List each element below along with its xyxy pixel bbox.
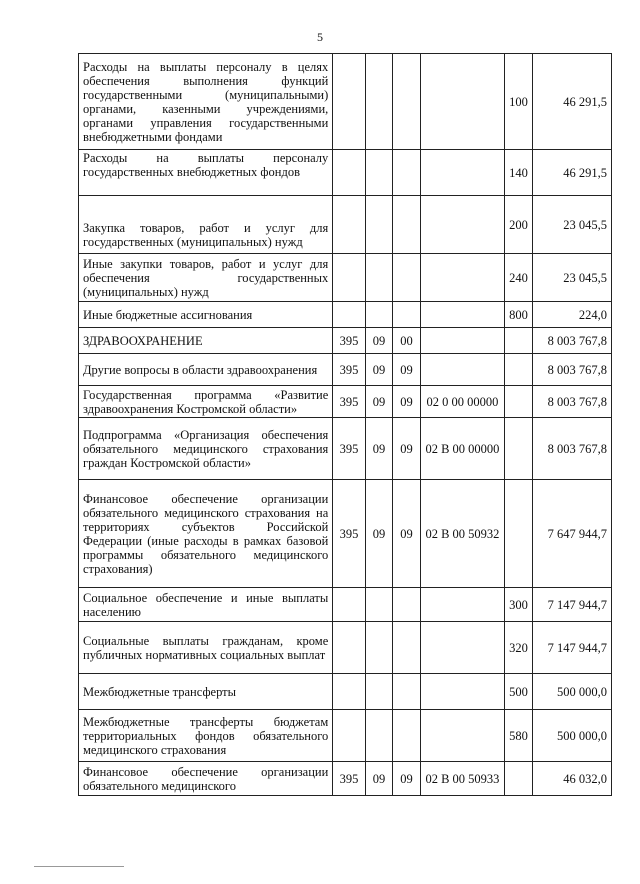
row-pr bbox=[393, 150, 420, 196]
row-vr: 100 bbox=[505, 54, 532, 150]
row-pr bbox=[393, 588, 420, 622]
row-sum: 46 032,0 bbox=[532, 762, 611, 796]
row-ved bbox=[333, 196, 366, 254]
table-row bbox=[79, 762, 612, 796]
row-rz bbox=[365, 254, 392, 302]
row-csr bbox=[420, 674, 504, 710]
row-csr bbox=[420, 328, 504, 354]
row-vr bbox=[505, 328, 532, 354]
budget-table bbox=[78, 53, 612, 796]
row-ved: 395 bbox=[333, 386, 366, 418]
row-sum: 46 291,5 bbox=[532, 150, 611, 196]
row-rz bbox=[365, 150, 392, 196]
row-ved bbox=[333, 588, 366, 622]
row-vr bbox=[505, 354, 532, 386]
row-csr bbox=[420, 254, 504, 302]
row-rz: 09 bbox=[365, 418, 392, 480]
row-vr: 140 bbox=[505, 150, 532, 196]
row-vr: 240 bbox=[505, 254, 532, 302]
footer-divider bbox=[34, 866, 124, 867]
row-csr bbox=[420, 622, 504, 674]
row-sum: 7 147 944,7 bbox=[532, 588, 611, 622]
row-pr: 00 bbox=[393, 328, 420, 354]
row-rz: 09 bbox=[365, 480, 392, 588]
row-rz bbox=[365, 674, 392, 710]
row-ved: 395 bbox=[333, 418, 366, 480]
row-pr bbox=[393, 302, 420, 328]
row-ved bbox=[333, 622, 366, 674]
row-name: Финансовое обеспечение организации обязательного медицинского страхования на территориях субъектов Российской Федерации (иные расходы в рамках базовой программы обязательного медицинского страхования) bbox=[79, 480, 333, 588]
table-row bbox=[79, 328, 612, 354]
row-name: Другие вопросы в области здравоохранения bbox=[79, 354, 333, 386]
row-vr: 200 bbox=[505, 196, 532, 254]
page-number: 5 bbox=[317, 30, 323, 44]
row-sum: 8 003 767,8 bbox=[532, 354, 611, 386]
row-vr: 320 bbox=[505, 622, 532, 674]
row-ved bbox=[333, 254, 366, 302]
row-pr: 09 bbox=[393, 386, 420, 418]
row-ved bbox=[333, 54, 366, 150]
row-rz bbox=[365, 302, 392, 328]
row-name: Расходы на выплаты персоналу в целях обеспечения выполнения функций государственными (муниципальными) органами, казенными учреждениями, органами управления государственными внебюджетными фондами bbox=[79, 54, 333, 150]
row-sum: 46 291,5 bbox=[532, 54, 611, 150]
row-pr bbox=[393, 674, 420, 710]
row-pr: 09 bbox=[393, 762, 420, 796]
row-csr bbox=[420, 54, 504, 150]
row-vr: 580 bbox=[505, 710, 532, 762]
table-row bbox=[79, 710, 612, 762]
row-vr: 300 bbox=[505, 588, 532, 622]
row-vr bbox=[505, 762, 532, 796]
row-csr bbox=[420, 302, 504, 328]
row-pr bbox=[393, 196, 420, 254]
row-vr bbox=[505, 386, 532, 418]
table-row bbox=[79, 674, 612, 710]
row-ved: 395 bbox=[333, 480, 366, 588]
row-sum: 23 045,5 bbox=[532, 254, 611, 302]
row-vr: 800 bbox=[505, 302, 532, 328]
table-row bbox=[79, 54, 612, 150]
row-csr: 02 В 00 50933 bbox=[420, 762, 504, 796]
row-pr bbox=[393, 710, 420, 762]
row-name: Социальное обеспечение и иные выплаты населению bbox=[79, 588, 333, 622]
row-rz: 09 bbox=[365, 762, 392, 796]
row-rz bbox=[365, 710, 392, 762]
table-row bbox=[79, 386, 612, 418]
table-row bbox=[79, 354, 612, 386]
row-rz bbox=[365, 588, 392, 622]
row-name: Подпрограмма «Организация обеспечения обязательного медицинского страхования граждан Костромской области» bbox=[79, 418, 333, 480]
row-vr bbox=[505, 480, 532, 588]
row-name: ЗДРАВООХРАНЕНИЕ bbox=[79, 328, 333, 354]
row-name: Иные бюджетные ассигнования bbox=[79, 302, 333, 328]
row-sum: 224,0 bbox=[532, 302, 611, 328]
row-rz bbox=[365, 622, 392, 674]
row-sum: 8 003 767,8 bbox=[532, 328, 611, 354]
row-pr bbox=[393, 622, 420, 674]
row-rz bbox=[365, 196, 392, 254]
row-ved: 395 bbox=[333, 354, 366, 386]
table-row bbox=[79, 254, 612, 302]
row-ved: 395 bbox=[333, 762, 366, 796]
row-csr bbox=[420, 354, 504, 386]
row-vr: 500 bbox=[505, 674, 532, 710]
row-name: Государственная программа «Развитие здравоохранения Костромской области» bbox=[79, 386, 333, 418]
row-sum: 7 147 944,7 bbox=[532, 622, 611, 674]
row-sum: 23 045,5 bbox=[532, 196, 611, 254]
row-csr bbox=[420, 710, 504, 762]
row-name: Закупка товаров, работ и услуг для государственных (муниципальных) нужд bbox=[79, 196, 333, 254]
row-ved bbox=[333, 710, 366, 762]
row-sum: 8 003 767,8 bbox=[532, 386, 611, 418]
row-name: Межбюджетные трансферты bbox=[79, 674, 333, 710]
table-row bbox=[79, 150, 612, 196]
row-ved bbox=[333, 674, 366, 710]
table-row bbox=[79, 196, 612, 254]
row-sum: 500 000,0 bbox=[532, 710, 611, 762]
row-csr bbox=[420, 150, 504, 196]
row-name: Межбюджетные трансферты бюджетам территориальных фондов обязательного медицинского страхования bbox=[79, 710, 333, 762]
row-name: Иные закупки товаров, работ и услуг для обеспечения государственных (муниципальных) нужд bbox=[79, 254, 333, 302]
row-rz: 09 bbox=[365, 354, 392, 386]
row-ved bbox=[333, 150, 366, 196]
row-sum: 500 000,0 bbox=[532, 674, 611, 710]
table-row bbox=[79, 418, 612, 480]
row-csr bbox=[420, 196, 504, 254]
row-sum: 7 647 944,7 bbox=[532, 480, 611, 588]
row-vr bbox=[505, 418, 532, 480]
row-csr: 02 0 00 00000 bbox=[420, 386, 504, 418]
row-pr bbox=[393, 54, 420, 150]
row-pr: 09 bbox=[393, 354, 420, 386]
table-row bbox=[79, 480, 612, 588]
row-csr: 02 В 00 00000 bbox=[420, 418, 504, 480]
row-ved: 395 bbox=[333, 328, 366, 354]
table-row bbox=[79, 622, 612, 674]
row-pr bbox=[393, 254, 420, 302]
table-row bbox=[79, 588, 612, 622]
row-csr: 02 В 00 50932 bbox=[420, 480, 504, 588]
row-pr: 09 bbox=[393, 480, 420, 588]
row-rz: 09 bbox=[365, 386, 392, 418]
table-row bbox=[79, 302, 612, 328]
row-ved bbox=[333, 302, 366, 328]
row-name: Социальные выплаты гражданам, кроме публичных нормативных социальных выплат bbox=[79, 622, 333, 674]
row-rz bbox=[365, 54, 392, 150]
row-pr: 09 bbox=[393, 418, 420, 480]
row-rz: 09 bbox=[365, 328, 392, 354]
row-name: Расходы на выплаты персоналу государственных внебюджетных фондов bbox=[79, 150, 333, 196]
row-name: Финансовое обеспечение организации обязательного медицинского bbox=[79, 762, 333, 796]
row-csr bbox=[420, 588, 504, 622]
row-sum: 8 003 767,8 bbox=[532, 418, 611, 480]
